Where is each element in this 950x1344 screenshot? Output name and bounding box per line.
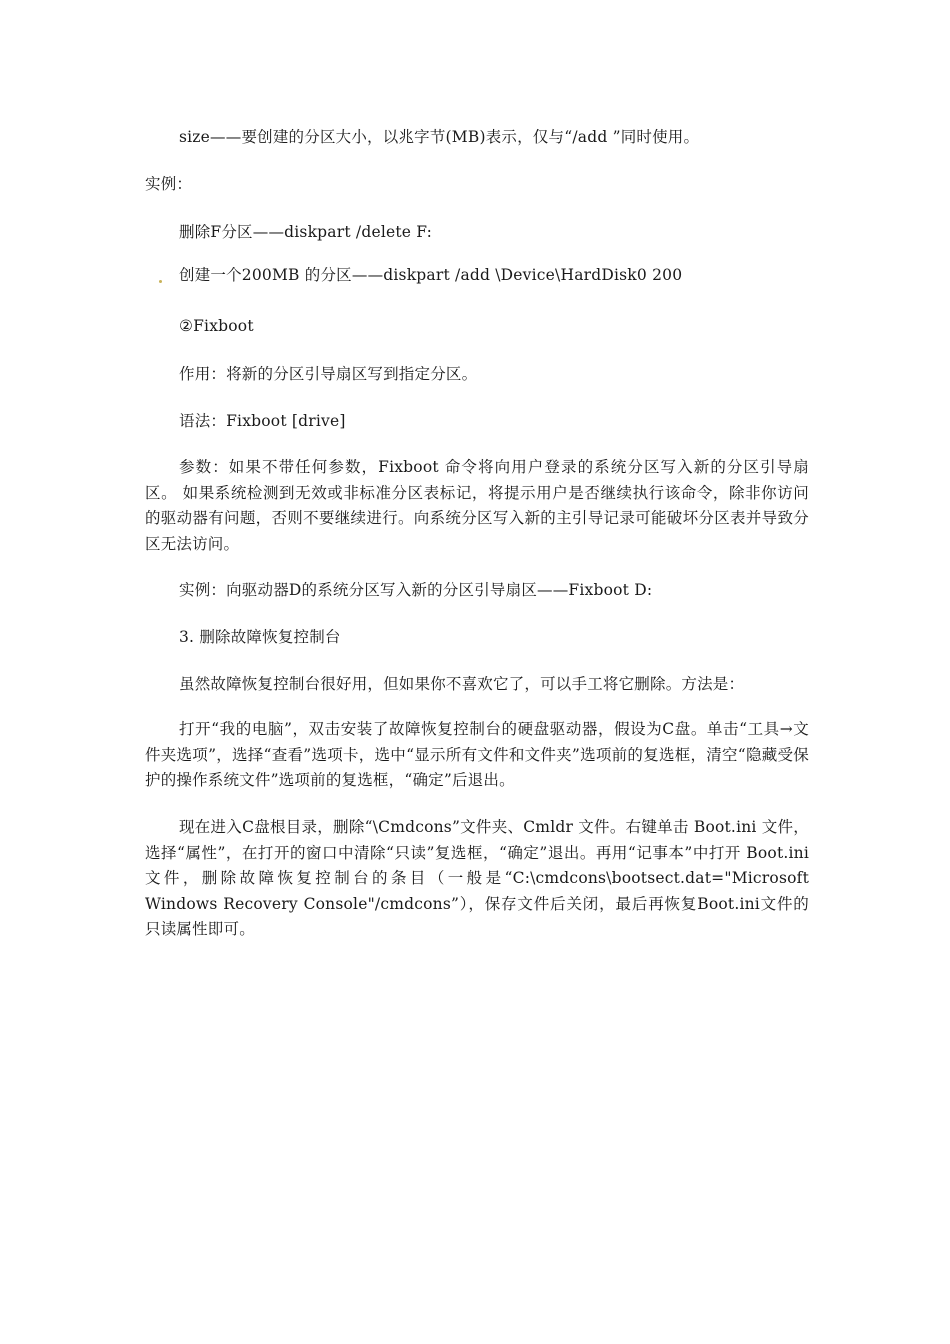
- paragraph-example-heading: 实例：: [145, 175, 193, 193]
- paragraph-delete-step1: 打开“我的电脑”，双击安装了故障恢复控制台的硬盘驱动器，假设为C盘。单击“工具→文件夹选项”，选择“查看”选项卡，选中“显示所有文件和文件夹”选项前的复选框，清空“隐藏受保护的操作系统文件”选项前的复选框，“确定”后退出。: [145, 720, 809, 789]
- section-heading-fixboot: ②Fixboot: [179, 317, 254, 335]
- scan-speck: [159, 280, 162, 283]
- paragraph-size-param: size——要创建的分区大小，以兆字节(MB)表示，仅与“/add ”同时使用。: [179, 128, 700, 146]
- paragraph-fixboot-syntax: 语法：Fixboot [drive]: [179, 412, 346, 430]
- section-heading-delete-console: 3. 删除故障恢复控制台: [179, 628, 341, 646]
- paragraph-delete-intro: 虽然故障恢复控制台很好用，但如果你不喜欢它了，可以手工将它删除。方法是：: [179, 675, 745, 693]
- paragraph-fixboot-example: 实例：向驱动器D的系统分区写入新的分区引导扇区——Fixboot D:: [179, 581, 653, 599]
- paragraph-example-add: 创建一个200MB 的分区——diskpart /add \Device\HardDisk0 200: [179, 266, 683, 284]
- paragraph-fixboot-purpose: 作用：将新的分区引导扇区写到指定分区。: [179, 365, 478, 383]
- paragraph-delete-step2: 现在进入C盘根目录，删除“\Cmdcons”文件夹、Cmldr 文件。右键单击 Boot.ini 文件，选择“属性”，在打开的窗口中清除“只读”复选框，“确定”退出。再用“记事本”中打开 Boot.ini 文件，删除故障恢复控制台的条目（一般是“C:\cmdcons\bootsect.dat="Microsoft Windows Recovery Console"/cmdcons”），保存文件后关闭，最后再恢复Boot.ini文件的只读属性即可。: [145, 818, 809, 938]
- paragraph-fixboot-params: 参数：如果不带任何参数，Fixboot 命令将向用户登录的系统分区写入新的分区引导扇区。 如果系统检测到无效或非标准分区表标记，将提示用户是否继续执行该命令，除非你访问的驱动器有问题，否则不要继续进行。向系统分区写入新的主引导记录可能破坏分区表并导致分区无法访问。: [145, 458, 809, 553]
- paragraph-example-delete: 删除F分区——diskpart /delete F:: [179, 223, 433, 241]
